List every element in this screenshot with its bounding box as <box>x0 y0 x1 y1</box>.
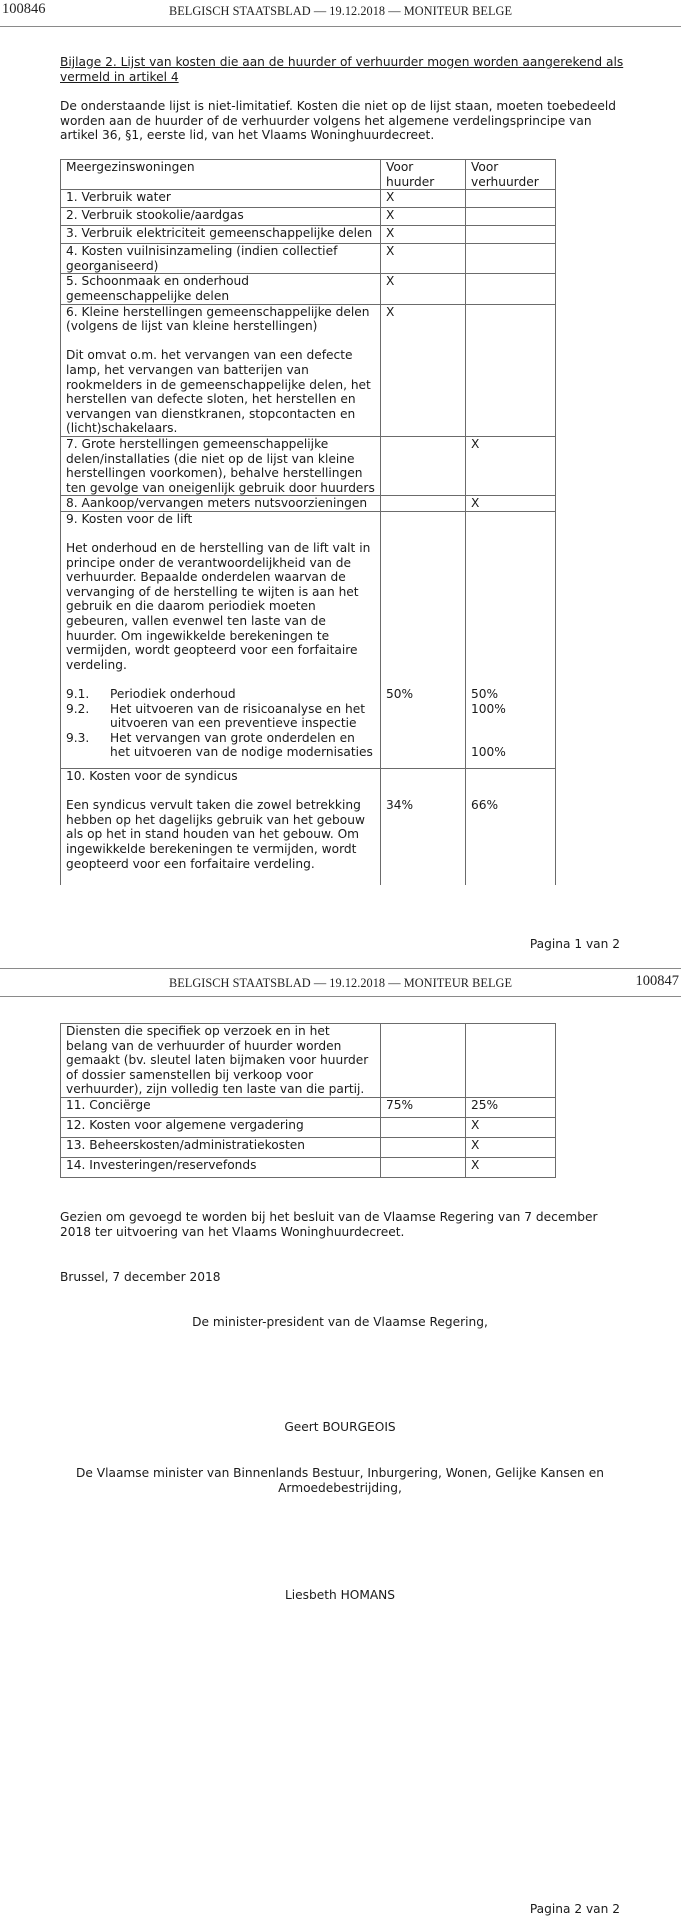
signatory-name: Liesbeth HOMANS <box>284 1588 396 1602</box>
huurder-value <box>381 1117 466 1137</box>
place-date: Brussel, 7 december 2018 <box>60 1270 221 1284</box>
sub-item <box>66 687 375 702</box>
table-header-row <box>61 160 556 190</box>
page-number: 100847 <box>635 973 679 989</box>
huurder-value <box>381 436 466 495</box>
table-row <box>61 1157 556 1177</box>
table-row <box>61 496 556 512</box>
closing-paragraph: Gezien om gevoegd te worden bij het besluit van de Vlaamse Regering van 7 december 2018 ter uitvoering van het Vlaams Woninghuurdecreet. <box>60 1210 598 1239</box>
table-row <box>61 304 556 436</box>
verhuurder-value: X <box>466 1137 556 1157</box>
verhuurder-cell <box>466 768 556 885</box>
table-row <box>61 436 556 495</box>
page-separator-rule <box>0 968 681 969</box>
sub-item-number: 9.1. <box>66 687 90 701</box>
huurder-cell <box>381 511 466 768</box>
huurder-value: X <box>381 304 466 436</box>
cost-label: 14. Investeringen/reservefonds <box>61 1157 381 1177</box>
huurder-value: X <box>381 190 466 208</box>
table-row <box>61 1024 556 1098</box>
header-rule <box>0 996 681 997</box>
cost-label: 2. Verbruik stookolie/aardgas <box>61 208 381 226</box>
signatory-role: De minister-president van de Vlaamse Regering, <box>192 1315 488 1329</box>
verhuurder-value <box>466 208 556 226</box>
table-row <box>61 768 556 885</box>
cost-cell <box>61 768 381 885</box>
cost-label: 8. Aankoop/vervangen meters nutsvoorzieningen <box>61 496 381 512</box>
verhuurder-cell <box>466 511 556 768</box>
page2-running-header <box>0 972 681 994</box>
cost-label: 11. Conciërge <box>61 1097 381 1117</box>
table-row <box>61 208 556 226</box>
table-row <box>61 511 556 768</box>
cost-label: 13. Beheerskosten/administratiekosten <box>61 1137 381 1157</box>
publication-title: BELGISCH STAATSBLAD — 19.12.2018 — MONITEUR BELGE <box>168 976 513 990</box>
sub-item-label: Het vervangen van grote onderdelen en het uitvoeren van de nodige modernisaties <box>110 730 373 760</box>
table-row <box>61 1137 556 1157</box>
cost-note: Dit omvat o.m. het vervangen van een defecte lamp, het vervangen van batterijen van rookmelders in de gemeenschappelijke delen, het herstellen van defecte sloten, het herstellen en vervangen van dienstkranen, stopcontacten en (licht)schakelaars. <box>66 348 371 436</box>
sub-item <box>66 731 375 760</box>
huurder-value <box>381 496 466 512</box>
page1-running-header <box>0 0 681 22</box>
table-row <box>61 226 556 244</box>
verhuurder-value <box>466 304 556 436</box>
column-header: Voor huurder <box>381 160 466 190</box>
huurder-cell <box>381 768 466 885</box>
table-row <box>61 1117 556 1137</box>
table-row <box>61 1097 556 1117</box>
costs-table-page2 <box>60 1023 556 1178</box>
cost-label: 3. Verbruik elektriciteit gemeenschappelijke delen <box>61 226 381 244</box>
column-header: Voor verhuurder <box>466 160 556 190</box>
continuation-text: Diensten die specifiek op verzoek en in het belang van de verhuurder of huurder worden gemaakt (bv. sleutel laten bijmaken voor huurder of dossier samenstellen bij verkoop voor verhuurder), zijn volledig ten laste van die partij. <box>61 1024 381 1098</box>
table-row <box>61 244 556 274</box>
verhuurder-value: X <box>466 436 556 495</box>
cost-label: 10. Kosten voor de syndicus <box>66 768 238 783</box>
verhuurder-value <box>466 1024 556 1098</box>
table-row <box>61 274 556 304</box>
page-footer: Pagina 1 van 2 <box>529 937 620 951</box>
sub-item <box>66 702 375 731</box>
huurder-value: 75% <box>381 1097 466 1117</box>
cost-cell <box>61 304 381 436</box>
huurder-value <box>381 1157 466 1177</box>
intro-paragraph: De onderstaande lijst is niet-limitatief. Kosten die niet op de lijst staan, moeten toebedeeld worden aan de huurder of de verhuurder volgens het algemene verdelingsprincipe van artikel 36, §1, eerste lid, van het Vlaams Woninghuurdecreet. <box>60 99 616 143</box>
signatory-role: De Vlaamse minister van Binnenlands Bestuur, Inburgering, Wonen, Gelijke Kansen en Armoedebestrijding, <box>76 1466 604 1495</box>
signatory-name: Geert BOURGEOIS <box>284 1420 396 1434</box>
huurder-value <box>381 1137 466 1157</box>
verhuurder-value <box>466 226 556 244</box>
publication-title: BELGISCH STAATSBLAD — 19.12.2018 — MONITEUR BELGE <box>168 4 513 18</box>
huurder-value: X <box>381 244 466 274</box>
verhuurder-value: X <box>466 496 556 512</box>
cost-label: 9. Kosten voor de lift <box>66 511 193 526</box>
sub-item-label: Het uitvoeren van de risicoanalyse en het uitvoeren van een preventieve inspectie <box>110 701 365 731</box>
verhuurder-value <box>466 190 556 208</box>
annex-heading: Bijlage 2. Lijst van kosten die aan de huurder of verhuurder mogen worden aangerekend als vermeld in artikel 4 <box>60 55 624 84</box>
sub-item-number: 9.3. <box>66 730 90 745</box>
verhuurder-value <box>466 274 556 304</box>
huurder-value: X <box>381 208 466 226</box>
cost-note: Een syndicus vervult taken die zowel betrekking hebben op het dagelijks gebruik van het gebouw als op het in stand houden van het gebouw. Om ingewikkelde berekeningen te vermijden, wordt geopteerd voor een forfaitaire verdeling. <box>66 798 365 871</box>
page-footer: Pagina 2 van 2 <box>529 1902 620 1916</box>
huurder-value: X <box>381 274 466 304</box>
verhuurder-value: 25% <box>466 1097 556 1117</box>
cost-label: 5. Schoonmaak en onderhoud gemeenschappelijke delen <box>61 274 381 304</box>
costs-table-page1 <box>60 159 556 885</box>
verhuurder-value: X <box>466 1117 556 1137</box>
page-number: 100846 <box>2 1 46 17</box>
sub-item-label: Periodiek onderhoud <box>110 687 236 701</box>
verhuurder-value: 100% <box>471 701 506 716</box>
huurder-value: X <box>381 226 466 244</box>
verhuurder-value: X <box>466 1157 556 1177</box>
cost-cell <box>61 511 381 768</box>
table-row <box>61 190 556 208</box>
huurder-value <box>381 1024 466 1098</box>
cost-label: 7. Grote herstellingen gemeenschappelijke delen/installaties (die niet op de lijst van kleine herstellingen voorkomen), behalve herstellingen ten gevolge van oneigenlijk gebruik door huurders <box>61 436 381 495</box>
cost-label: 6. Kleine herstellingen gemeenschappelijke delen (volgens de lijst van kleine herstellingen) <box>66 304 370 334</box>
cost-label: 12. Kosten voor algemene vergadering <box>61 1117 381 1137</box>
verhuurder-value: 100% <box>471 745 506 760</box>
cost-label: 4. Kosten vuilnisinzameling (indien collectief georganiseerd) <box>61 244 381 274</box>
sub-item-number: 9.2. <box>66 701 90 716</box>
verhuurder-value <box>466 244 556 274</box>
header-rule <box>0 26 681 27</box>
huurder-value: 34% <box>386 798 414 813</box>
cost-label: 1. Verbruik water <box>61 190 381 208</box>
cost-note: Het onderhoud en de herstelling van de lift valt in principe onder de verantwoordelijkheid van de verhuurder. Bepaalde onderdelen waarvan de vervanging of de herstelling te wijten is aan het gebruik en die daarom periodiek moeten gebeuren, vallen evenwel ten laste van de huurder. Om ingewikkelde berekeningen te vermijden, wordt geopteerd voor een forfaitaire verdeling. <box>66 541 371 672</box>
huurder-value: 50% <box>386 687 414 702</box>
verhuurder-value: 66% <box>471 798 499 813</box>
column-header: Meergezinswoningen <box>61 160 381 190</box>
verhuurder-value: 50% <box>471 687 499 702</box>
